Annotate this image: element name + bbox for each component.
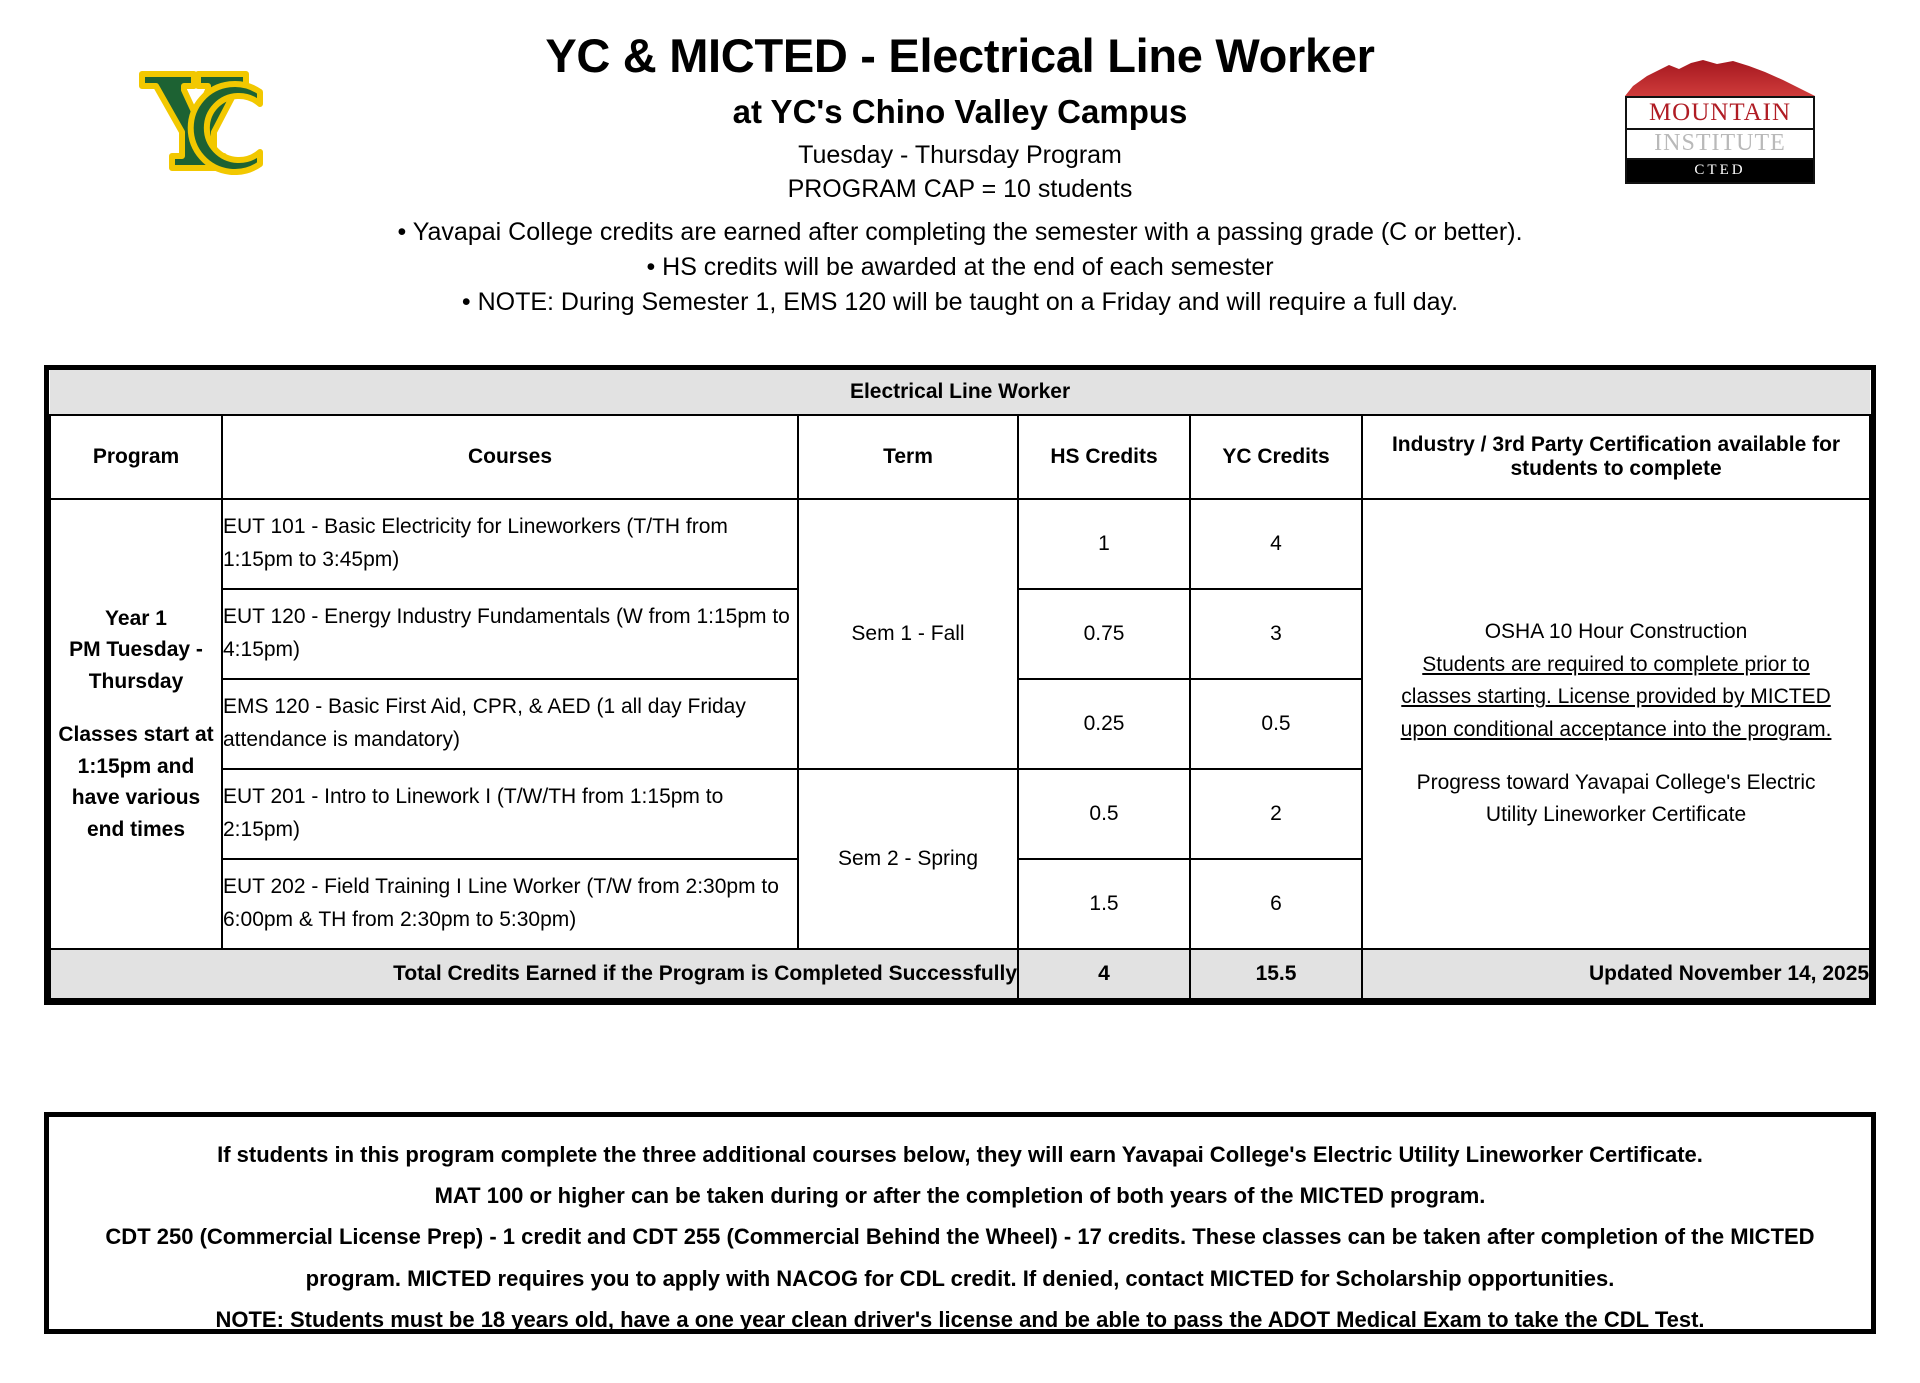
table-banner-row (50, 370, 1870, 415)
table-banner: Electrical Line Worker (50, 370, 1870, 415)
program-line-4: Classes start at (58, 723, 214, 747)
footer-line-1: If students in this program complete the three additional courses below, they will earn Yavapai College's Electric Utility Lineworker Certificate. (217, 1142, 1703, 1167)
column-header-yc-credits: YC Credits (1190, 415, 1362, 499)
course-cell: EUT 202 - Field Training I Line Worker (T/W from 2:30pm to 6:00pm & TH from 2:30pm to 5:30pm) (222, 859, 798, 949)
term-cell-fall: Sem 1 - Fall (798, 499, 1018, 769)
yc-credits-cell: 2 (1190, 769, 1362, 859)
program-table (49, 370, 1871, 1000)
hs-credits-cell: 1 (1018, 499, 1190, 589)
footer-line-2: MAT 100 or higher can be taken during or after the completion of both years of the MICTED program. (434, 1183, 1486, 1209)
footer-notes-box (44, 1112, 1876, 1334)
program-cell (50, 499, 222, 949)
cert-line-6: Utility Lineworker Certificate (1485, 803, 1747, 827)
column-header-program: Program (50, 415, 222, 499)
mi-logo-line3: CTED (1625, 160, 1815, 184)
program-line-1: Year 1 (105, 606, 167, 630)
footer-line-3: CDT 250 (Commercial License Prep) - 1 credit and CDT 255 (Commercial Behind the Wheel) - 17 credits. These classes can be taken after completion of the MICTED (105, 1224, 1815, 1250)
header-bullet-credits: • Yavapai College credits are earned after completing the semester with a passing grade (C or better). (397, 218, 1523, 246)
program-spacer (51, 697, 221, 719)
mi-logo-line2: INSTITUTE (1625, 130, 1815, 160)
cert-line-3: classes starting. License provided by MICTED (1401, 685, 1831, 709)
totals-hs-credits: 4 (1018, 949, 1190, 999)
program-cap: PROGRAM CAP = 10 students (787, 175, 1133, 203)
certification-cell (1362, 499, 1870, 949)
totals-label: Total Credits Earned if the Program is Completed Successfully (50, 949, 1018, 999)
footer-line-4: program. MICTED requires you to apply with NACOG for CDL credit. If denied, contact MICTED for Scholarship opportunities. (305, 1265, 1615, 1291)
course-cell: EUT 201 - Intro to Linework I (T/W/TH from 1:15pm to 2:15pm) (222, 769, 798, 859)
hs-credits-cell: 0.75 (1018, 589, 1190, 679)
yc-credits-cell: 6 (1190, 859, 1362, 949)
table-header-row (50, 415, 1870, 499)
hs-credits-cell: 1.5 (1018, 859, 1190, 949)
hs-credits-cell: 0.5 (1018, 769, 1190, 859)
mi-logo-line1: MOUNTAIN (1625, 96, 1815, 130)
yc-credits-cell: 0.5 (1190, 679, 1362, 769)
course-cell: EMS 120 - Basic First Aid, CPR, & AED (1 all day Friday attendance is mandatory) (222, 679, 798, 769)
cert-line-5: Progress toward Yavapai College's Electric (1416, 770, 1816, 794)
column-header-courses: Courses (222, 415, 798, 499)
mountain-institute-cted-logo (1625, 58, 1815, 178)
program-line-3: Thursday (88, 669, 184, 693)
column-header-term: Term (798, 415, 1018, 499)
header-bullet-note: • NOTE: During Semester 1, EMS 120 will be taught on a Friday and will require a full day. (461, 288, 1459, 316)
cert-line-4: upon conditional acceptance into the program. (1400, 718, 1832, 741)
yc-credits-cell: 4 (1190, 499, 1362, 589)
program-line-2: PM Tuesday - (69, 638, 203, 662)
page-subtitle: at YC's Chino Valley Campus (732, 93, 1188, 130)
document-header (0, 0, 1920, 316)
page-title: YC & MICTED - Electrical Line Worker (545, 29, 1375, 82)
course-cell: EUT 101 - Basic Electricity for Lineworkers (T/TH from 1:15pm to 3:45pm) (222, 499, 798, 589)
footer-line-5: NOTE: Students must be 18 years old, have a one year clean driver's license and be able to pass the ADOT Medical Exam to take the CDL Test. (215, 1306, 1705, 1332)
header-bullet-hs-credits: • HS credits will be awarded at the end of each semester (646, 253, 1274, 281)
updated-date: Updated November 14, 2025 (1362, 949, 1870, 999)
totals-yc-credits: 15.5 (1190, 949, 1362, 999)
cert-line-1: OSHA 10 Hour Construction (1484, 620, 1748, 644)
totals-row (50, 949, 1870, 999)
program-table-container (44, 365, 1876, 1005)
cert-line-2: Students are required to complete prior to (1422, 652, 1810, 676)
mountain-icon (1625, 58, 1815, 96)
program-days: Tuesday - Thursday Program (798, 141, 1122, 169)
program-line-5: 1:15pm and (77, 754, 195, 778)
yc-credits-cell: 3 (1190, 589, 1362, 679)
term-cell-spring: Sem 2 - Spring (798, 769, 1018, 949)
column-header-hs-credits: HS Credits (1018, 415, 1190, 499)
column-header-certification: Industry / 3rd Party Certification available for students to complete (1362, 415, 1870, 499)
table-row (50, 499, 1870, 589)
program-line-6: have various (71, 786, 201, 810)
cert-spacer (1363, 747, 1869, 767)
course-cell: EUT 120 - Energy Industry Fundamentals (W from 1:15pm to 4:15pm) (222, 589, 798, 679)
program-line-7: end times (86, 817, 186, 841)
hs-credits-cell: 0.25 (1018, 679, 1190, 769)
